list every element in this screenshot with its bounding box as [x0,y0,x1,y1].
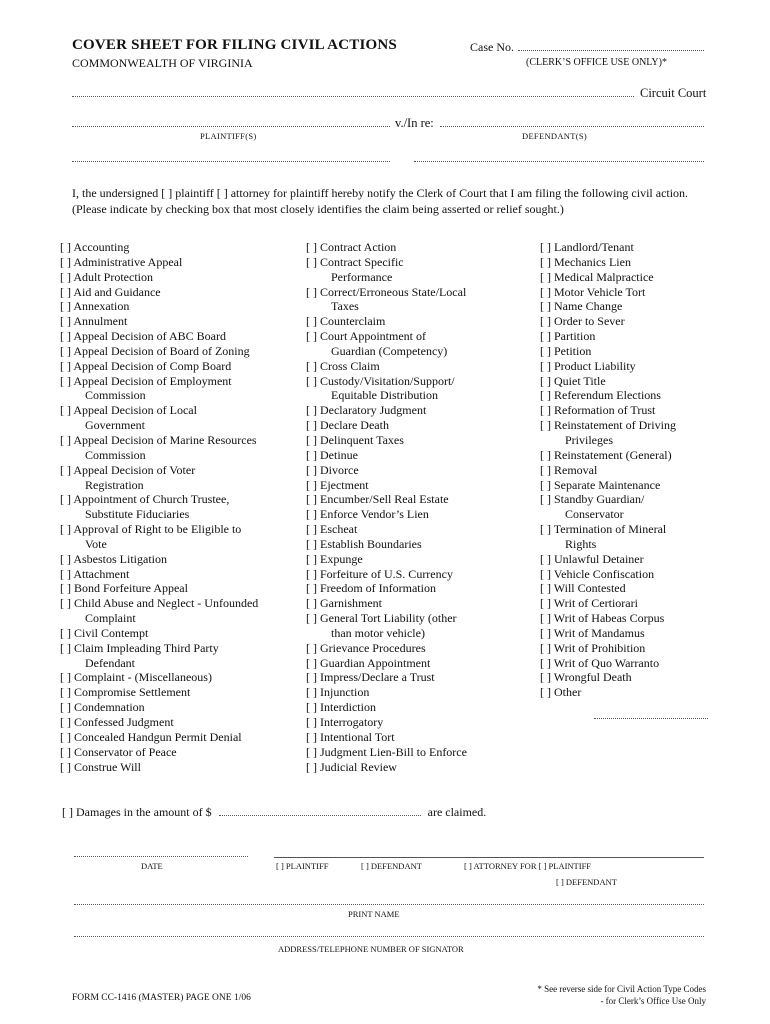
claim-option[interactable]: [ ] Writ of Quo Warranto [540,655,660,670]
claim-option[interactable]: [ ] Injunction [306,685,370,700]
claim-option[interactable]: [ ] Detinue [306,447,358,462]
claim-option-continuation: Government [85,418,145,433]
claim-option[interactable]: [ ] Appeal Decision of Employment [60,373,232,388]
claim-option-continuation: Privileges [565,432,613,447]
claim-option-continuation: Guardian (Competency) [331,343,448,358]
claim-option[interactable]: [ ] Escheat [306,522,358,537]
claim-option[interactable]: [ ] Condemnation [60,700,145,715]
claim-option-continuation: Conservator [565,507,624,522]
claim-option[interactable]: [ ] Expunge [306,551,363,566]
filing-notice: I, the undersigned [ ] plaintiff [ ] attorney for plaintiff hereby notify the Clerk of Court that I am filing the following civil action. (Please indicate by checking box that most closely identifies the claim being asserted or relief sought.) [72,186,689,216]
claim-column-left [60,240,258,774]
claim-option[interactable]: [ ] Judgment Lien-Bill to Enforce [306,744,467,759]
claim-option[interactable]: [ ] Aid and Guidance [60,284,161,299]
claim-option[interactable]: [ ] Unlawful Detainer [540,551,644,566]
claim-option[interactable]: [ ] Judicial Review [306,759,397,774]
claim-option[interactable]: [ ] Annexation [60,299,130,314]
claim-option[interactable]: [ ] Civil Contempt [60,625,149,640]
claim-option[interactable]: [ ] Compromise Settlement [60,685,191,700]
claim-option[interactable]: [ ] Custody/Visitation/Support/ [306,373,455,388]
claim-option[interactable]: [ ] Wrongful Death [540,670,632,685]
claim-option[interactable]: [ ] Divorce [306,462,359,477]
defendant-field-2[interactable] [414,161,704,162]
address-field[interactable] [74,936,704,937]
case-number-label: Case No. [470,40,514,54]
claim-option[interactable]: [ ] Appeal Decision of Marine Resources [60,432,257,447]
claim-option[interactable]: [ ] Referendum Elections [540,388,661,403]
claim-option[interactable]: [ ] Annulment [60,314,128,329]
claim-option-continuation: Commission [85,388,146,403]
claim-option[interactable]: [ ] Other [540,685,582,700]
print-name-field[interactable] [74,904,704,905]
commonwealth-label: COMMONWEALTH OF VIRGINIA [72,56,253,70]
date-label: DATE [141,861,163,871]
claim-option[interactable]: [ ] Reformation of Trust [540,403,656,418]
claim-column-right [540,240,676,700]
claim-option[interactable]: [ ] Medical Malpractice [540,269,654,284]
circuit-court-label: Circuit Court [640,86,707,100]
claim-option[interactable]: [ ] Contract Action [306,240,397,254]
damages-amount-field[interactable] [219,815,421,816]
claim-option-continuation: Defendant [85,655,135,670]
claim-option-continuation: Registration [85,477,144,492]
claim-option-continuation: Substitute Fiduciaries [85,507,190,522]
claim-option[interactable]: [ ] Writ of Certiorari [540,596,638,611]
claim-option[interactable]: [ ] Appeal Decision of ABC Board [60,329,226,344]
claim-option[interactable]: [ ] Product Liability [540,358,636,373]
claim-option[interactable]: [ ] Contract Specific [306,254,404,269]
claim-column-middle [306,240,467,774]
claim-option[interactable]: [ ] Ejectment [306,477,369,492]
claim-option[interactable]: [ ] Complaint - (Miscellaneous) [60,670,212,685]
claim-option[interactable]: [ ] Claim Impleading Third Party [60,640,219,655]
claim-option[interactable]: [ ] Delinquent Taxes [306,432,404,447]
claim-option[interactable]: [ ] Standby Guardian/ [540,492,645,507]
claim-option[interactable]: [ ] Bond Forfeiture Appeal [60,581,188,596]
claim-option[interactable]: [ ] Grievance Procedures [306,640,426,655]
circuit-court-field[interactable] [72,96,634,97]
print-name-label: PRINT NAME [348,909,400,919]
claim-option[interactable]: [ ] Appeal Decision of Local [60,403,197,418]
claim-option-continuation: than motor vehicle) [331,625,425,640]
claim-option[interactable]: [ ] Quiet Title [540,373,606,388]
defendant-label: DEFENDANT(S) [522,131,587,141]
reverse-side-note-line-2: - for Clerk’s Office Use Only [600,996,706,1006]
defendant-field[interactable] [440,126,704,127]
claim-option[interactable]: [ ] Approval of Right to be Eligible to [60,522,242,537]
defendant-checkbox[interactable]: [ ] DEFENDANT [361,861,422,871]
claim-option[interactable]: [ ] Interdiction [306,700,376,715]
claim-option[interactable]: [ ] Appeal Decision of Board of Zoning [60,343,250,358]
claim-option[interactable]: [ ] Accounting [60,240,130,254]
damages-prefix: [ ] Damages in the amount of $ [62,805,212,819]
versus-label: v./In re: [395,116,434,130]
reverse-side-note-line-1: * See reverse side for Civil Action Type Codes [537,984,706,994]
claim-option-continuation: Rights [565,536,597,551]
claim-option[interactable]: [ ] Will Contested [540,581,626,596]
claim-option[interactable]: [ ] Child Abuse and Neglect - Unfounded [60,596,259,611]
claim-option[interactable]: [ ] Mechanics Lien [540,254,631,269]
plaintiff-checkbox[interactable]: [ ] PLAINTIFF [276,861,329,871]
plaintiff-field-2[interactable] [72,161,390,162]
claim-option[interactable]: [ ] Asbestos Litigation [60,551,167,566]
claim-option[interactable]: [ ] Concealed Handgun Permit Denial [60,729,242,744]
clerk-use-label: (CLERK’S OFFICE USE ONLY)* [526,57,667,68]
claim-option[interactable]: [ ] Adult Protection [60,269,153,284]
date-field[interactable] [74,856,248,857]
claim-option[interactable]: [ ] Freedom of Information [306,581,436,596]
claim-option[interactable]: [ ] Petition [540,343,592,358]
form-id: FORM CC-1416 (MASTER) PAGE ONE 1/06 [72,993,251,1003]
claim-option[interactable]: [ ] Cross Claim [306,358,380,373]
claim-option[interactable]: [ ] Attachment [60,566,130,581]
claim-option-continuation: Equitable Distribution [331,388,438,403]
reverse-side-note [537,983,706,1007]
claim-option[interactable]: [ ] Separate Maintenance [540,477,661,492]
claim-option[interactable]: [ ] Writ of Habeas Corpus [540,611,665,626]
claim-option[interactable]: [ ] Correct/Erroneous State/Local [306,284,467,299]
address-label: ADDRESS/TELEPHONE NUMBER OF SIGNATOR [278,944,464,954]
claim-option[interactable]: [ ] Declaratory Judgment [306,403,427,418]
claim-option-continuation: Performance [331,269,393,284]
claim-option[interactable]: [ ] Establish Boundaries [306,536,422,551]
claim-option[interactable]: [ ] Impress/Declare a Trust [306,670,435,685]
claim-option[interactable]: [ ] Counterclaim [306,314,386,329]
claim-option[interactable]: [ ] Confessed Judgment [60,715,174,729]
claim-option[interactable]: [ ] Enforce Vendor’s Lien [306,507,429,522]
claim-option[interactable]: [ ] Writ of Mandamus [540,625,645,640]
claim-option[interactable]: [ ] Intentional Tort [306,729,395,744]
claim-option[interactable]: [ ] Court Appointment of [306,329,426,344]
damages-line [62,805,486,820]
claim-option[interactable]: [ ] Termination of Mineral [540,522,667,537]
case-number-field[interactable] [518,50,704,51]
form-title: COVER SHEET FOR FILING CIVIL ACTIONS [72,37,397,53]
claim-option[interactable]: [ ] Appeal Decision of Voter [60,462,196,477]
claim-option[interactable]: [ ] Encumber/Sell Real Estate [306,492,449,507]
claim-option[interactable]: [ ] Name Change [540,299,623,314]
signature-field[interactable] [274,857,704,858]
claim-option[interactable]: [ ] Vehicle Confiscation [540,566,655,581]
claim-option[interactable]: [ ] Appointment of Church Trustee, [60,492,230,507]
claim-option[interactable]: [ ] Appeal Decision of Comp Board [60,358,232,373]
claim-option[interactable]: [ ] Reinstatement of Driving [540,418,676,433]
claim-option[interactable]: [ ] General Tort Liability (other [306,611,457,626]
claim-option[interactable]: [ ] Declare Death [306,418,389,433]
claim-option[interactable]: [ ] Writ of Prohibition [540,640,646,655]
claim-option[interactable]: [ ] Garnishment [306,596,382,611]
claim-option[interactable]: [ ] Landlord/Tenant [540,240,634,254]
claim-option[interactable]: [ ] Partition [540,329,596,344]
claim-option[interactable]: [ ] Interrogatory [306,715,384,729]
claim-option-continuation: Commission [85,447,146,462]
attorney-defendant-checkbox[interactable]: [ ] DEFENDANT [556,877,617,887]
plaintiff-field[interactable] [72,126,390,127]
attorney-for-checkbox[interactable]: [ ] ATTORNEY FOR [ ] PLAINTIFF [464,861,592,871]
other-field[interactable] [594,718,708,719]
damages-suffix: are claimed. [427,805,487,819]
claim-option[interactable]: [ ] Reinstatement (General) [540,447,672,462]
claim-option-continuation: Taxes [331,299,359,314]
claim-option[interactable]: [ ] Administrative Appeal [60,254,183,269]
claim-option[interactable]: [ ] Removal [540,462,598,477]
claim-option[interactable]: [ ] Guardian Appointment [306,655,431,670]
claim-option[interactable]: [ ] Order to Sever [540,314,625,329]
plaintiff-label: PLAINTIFF(S) [200,131,257,141]
claim-option-continuation: Complaint [85,611,136,626]
claim-option[interactable]: [ ] Forfeiture of U.S. Currency [306,566,453,581]
claim-option[interactable]: [ ] Construe Will [60,759,141,774]
claim-option[interactable]: [ ] Conservator of Peace [60,744,177,759]
claim-option-continuation: Vote [85,536,107,551]
claim-option[interactable]: [ ] Motor Vehicle Tort [540,284,646,299]
